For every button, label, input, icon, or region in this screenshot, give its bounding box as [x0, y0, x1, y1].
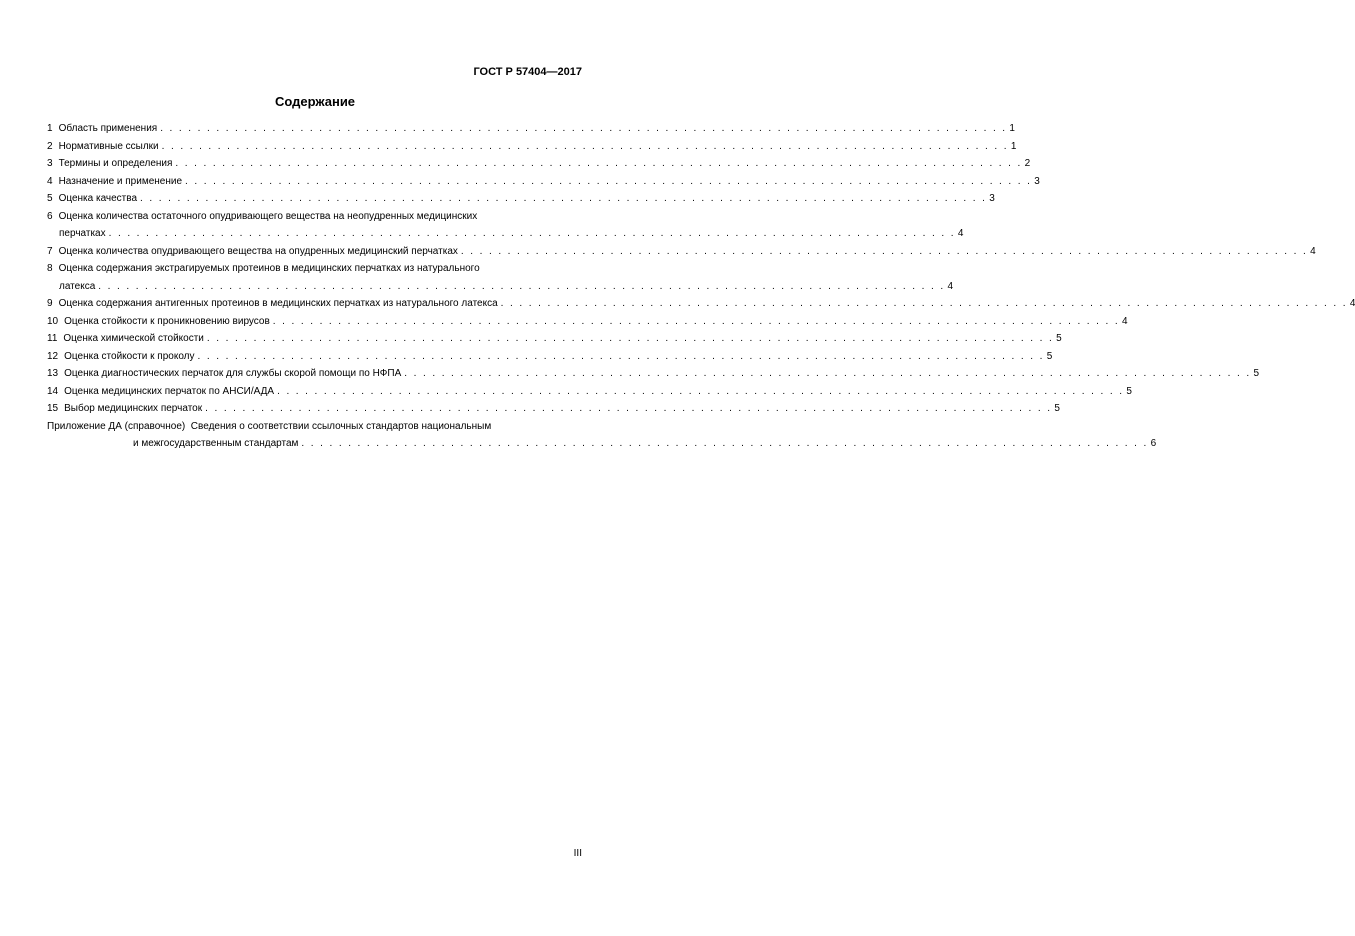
- toc-entry-number: 2: [47, 140, 53, 152]
- toc-entry[interactable]: [47, 383, 1132, 401]
- toc-entry-label: Оценка стойкости к проколу: [64, 350, 195, 362]
- toc-entry-number: 13: [47, 368, 59, 379]
- dot-leader: . . . . . . . . . . . . . . . . . . . . . . . . . . . . . . . . . . . . . . . . . . . . . . . . . . . . . . . . . . . . . . . . . . . . . . . . . . . . . . . . . . . . . . . . . . .: [206, 333, 1054, 344]
- toc-entry-page: 4: [957, 228, 964, 239]
- toc-entry-label: Выбор медицинских перчаток: [64, 403, 203, 414]
- toc-entry-page: 4: [1122, 315, 1128, 327]
- toc-entry-number: 12: [47, 350, 59, 362]
- toc-entry-number: 5: [47, 193, 53, 204]
- toc-entry-label: Термины и определения: [58, 158, 173, 169]
- dot-leader: . . . . . . . . . . . . . . . . . . . . . . . . . . . . . . . . . . . . . . . . . . . . . . . . . . . . . . . . . . . . . . . . . . . . . . . . . . . . . . . . . . . . . . . . . . .: [404, 368, 1252, 379]
- toc-entry[interactable]: [47, 190, 995, 208]
- toc-entry-number: 3: [47, 158, 53, 169]
- dot-leader: . . . . . . . . . . . . . . . . . . . . . . . . . . . . . . . . . . . . . . . . . . . . . . . . . . . . . . . . . . . . . . . . . . . . . . . . . . . . . . . . . . . . . . . . . . .: [98, 280, 946, 292]
- toc-entry-number: 7: [47, 245, 53, 257]
- toc-entry-page: 3: [1034, 175, 1040, 187]
- toc-entry[interactable]: [47, 138, 1017, 156]
- toc-entry[interactable]: [47, 173, 1040, 191]
- toc-entry-label: Оценка содержания экстрагируемых протеинов в медицинских перчатках из натурального: [58, 263, 480, 274]
- toc-entry-label-continued: латекса: [59, 280, 96, 292]
- toc-appendix-label: Приложение ДА (справочное) Сведения о соответствии ссылочных стандартов национальным: [47, 420, 492, 432]
- page-number: III: [573, 848, 582, 859]
- toc-entry-page: 3: [989, 193, 995, 204]
- toc-entry-number: 6: [47, 210, 53, 222]
- toc-appendix-label-continued: и межгосударственным стандартам: [133, 438, 299, 449]
- toc-entry[interactable]: [47, 225, 964, 243]
- toc-entry[interactable]: [47, 120, 1015, 138]
- document-code: ГОСТ Р 57404—2017: [473, 66, 582, 78]
- dot-leader: . . . . . . . . . . . . . . . . . . . . . . . . . . . . . . . . . . . . . . . . . . . . . . . . . . . . . . . . . . . . . . . . . . . . . . . . . . . . . . . . . . . . . . . . . . .: [185, 175, 1032, 187]
- dot-leader: . . . . . . . . . . . . . . . . . . . . . . . . . . . . . . . . . . . . . . . . . . . . . . . . . . . . . . . . . . . . . . . . . . . . . . . . . . . . . . . . . . . . . . . . . . .: [500, 298, 1348, 309]
- toc-entry-label: Область применения: [58, 123, 158, 134]
- toc-entry-label: Оценка медицинских перчаток по АНСИ/АДА: [64, 385, 275, 397]
- table-of-contents: [47, 120, 1355, 453]
- toc-entry-page: 4: [1349, 298, 1355, 309]
- toc-entry-page: 5: [1126, 385, 1132, 397]
- toc-entry[interactable]: [47, 313, 1128, 331]
- toc-entry-number: 11: [47, 333, 58, 344]
- dot-leader: . . . . . . . . . . . . . . . . . . . . . . . . . . . . . . . . . . . . . . . . . . . . . . . . . . . . . . . . . . . . . . . . . . . . . . . . . . . . . . . . . . . . . . . . . . .: [175, 158, 1023, 169]
- toc-entry-number: 4: [47, 175, 53, 187]
- toc-entry-number: 8: [47, 263, 53, 274]
- toc-entry-number: 15: [47, 403, 59, 414]
- dot-leader: . . . . . . . . . . . . . . . . . . . . . . . . . . . . . . . . . . . . . . . . . . . . . . . . . . . . . . . . . . . . . . . . . . . . . . . . . . . . . . . . . . . . . . . . . . .: [140, 193, 987, 204]
- toc-entry[interactable]: [47, 400, 1060, 418]
- toc-entry-page: 4: [947, 280, 954, 292]
- toc-entry-label-continued: перчатках: [59, 228, 106, 239]
- toc-entry-page: 1: [1010, 140, 1017, 152]
- toc-entry-page: 2: [1024, 158, 1031, 169]
- toc-entry[interactable]: [47, 243, 1316, 261]
- toc-entry-label: Оценка качества: [58, 193, 138, 204]
- toc-entry-page: 5: [1046, 350, 1053, 362]
- dot-leader: . . . . . . . . . . . . . . . . . . . . . . . . . . . . . . . . . . . . . . . . . . . . . . . . . . . . . . . . . . . . . . . . . . . . . . . . . . . . . . . . . . . . . . . . . . .: [301, 438, 1149, 449]
- toc-entry-number: 9: [47, 298, 53, 309]
- toc-entry-number: 10: [47, 315, 59, 327]
- toc-entry-page: 5: [1056, 333, 1062, 344]
- toc-entry-page: 5: [1253, 368, 1260, 379]
- toc-appendix-page: 6: [1150, 438, 1157, 449]
- toc-entry-number: 1: [47, 123, 53, 134]
- toc-entry-label: Нормативные ссылки: [58, 140, 159, 152]
- toc-entry[interactable]: [47, 260, 583, 278]
- dot-leader: . . . . . . . . . . . . . . . . . . . . . . . . . . . . . . . . . . . . . . . . . . . . . . . . . . . . . . . . . . . . . . . . . . . . . . . . . . . . . . . . . . . . . . . . . . .: [108, 228, 956, 239]
- toc-entry[interactable]: [47, 365, 1260, 383]
- dot-leader: . . . . . . . . . . . . . . . . . . . . . . . . . . . . . . . . . . . . . . . . . . . . . . . . . . . . . . . . . . . . . . . . . . . . . . . . . . . . . . . . . . . . . . . . . . .: [205, 403, 1052, 414]
- toc-entry[interactable]: [47, 330, 1062, 348]
- toc-entry-label: Оценка содержания антигенных протеинов в медицинских перчатках из натурального латекса: [58, 298, 498, 309]
- toc-entry-label: Оценка количества остаточного опудривающего вещества на неопудренных медицинских: [58, 210, 478, 222]
- dot-leader: . . . . . . . . . . . . . . . . . . . . . . . . . . . . . . . . . . . . . . . . . . . . . . . . . . . . . . . . . . . . . . . . . . . . . . . . . . . . . . . . . . . . . . . . . . .: [160, 123, 1007, 134]
- toc-entry-number: 14: [47, 385, 59, 397]
- dot-leader: . . . . . . . . . . . . . . . . . . . . . . . . . . . . . . . . . . . . . . . . . . . . . . . . . . . . . . . . . . . . . . . . . . . . . . . . . . . . . . . . . . . . . . . . . . .: [161, 140, 1009, 152]
- toc-entry-page: 4: [1310, 245, 1316, 257]
- toc-entry[interactable]: [47, 208, 583, 226]
- toc-entry-label: Оценка химической стойкости: [63, 333, 204, 344]
- dot-leader: . . . . . . . . . . . . . . . . . . . . . . . . . . . . . . . . . . . . . . . . . . . . . . . . . . . . . . . . . . . . . . . . . . . . . . . . . . . . . . . . . . . . . . . . . . .: [197, 350, 1045, 362]
- dot-leader: . . . . . . . . . . . . . . . . . . . . . . . . . . . . . . . . . . . . . . . . . . . . . . . . . . . . . . . . . . . . . . . . . . . . . . . . . . . . . . . . . . . . . . . . . . .: [460, 245, 1308, 257]
- dot-leader: . . . . . . . . . . . . . . . . . . . . . . . . . . . . . . . . . . . . . . . . . . . . . . . . . . . . . . . . . . . . . . . . . . . . . . . . . . . . . . . . . . . . . . . . . . .: [272, 315, 1120, 327]
- toc-appendix-entry[interactable]: [47, 418, 583, 436]
- toc-entry-label: Оценка количества опудривающего вещества на опудренных медицинский перчатках: [58, 245, 458, 257]
- toc-title: Содержание: [274, 94, 356, 109]
- toc-entry-label: Назначение и применение: [58, 175, 183, 187]
- toc-entry[interactable]: [47, 155, 1031, 173]
- toc-entry-page: 5: [1054, 403, 1060, 414]
- toc-entry[interactable]: [47, 295, 1355, 313]
- toc-entry-page: 1: [1009, 123, 1015, 134]
- toc-appendix-entry[interactable]: [47, 435, 1157, 453]
- dot-leader: . . . . . . . . . . . . . . . . . . . . . . . . . . . . . . . . . . . . . . . . . . . . . . . . . . . . . . . . . . . . . . . . . . . . . . . . . . . . . . . . . . . . . . . . . . .: [277, 385, 1124, 397]
- toc-entry-label: Оценка диагностических перчаток для службы скорой помощи по НФПА: [64, 368, 402, 379]
- toc-entry[interactable]: [47, 348, 1053, 366]
- toc-entry-label: Оценка стойкости к проникновению вирусов: [64, 315, 270, 327]
- toc-entry[interactable]: [47, 278, 954, 296]
